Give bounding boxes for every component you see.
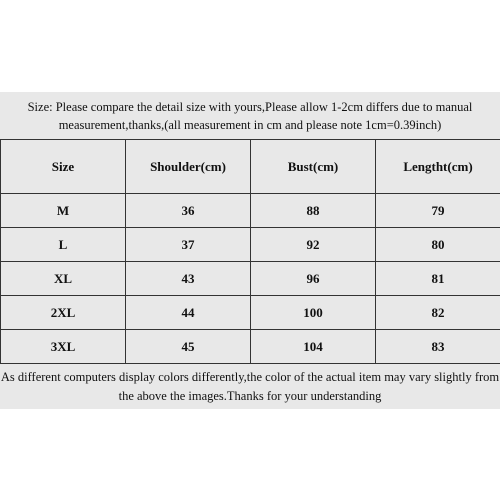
cell-shoulder: 45 (126, 330, 251, 364)
measurement-note: Size: Please compare the detail size with yours,Please allow 1-2cm differs due to manual measurement,thanks,(all measurement in cm and please note 1cm=0.39inch) (27, 100, 473, 132)
cell-shoulder: 43 (126, 262, 251, 296)
cell-bust: 100 (251, 296, 376, 330)
table-row (1, 228, 500, 262)
cell-shoulder: 37 (126, 228, 251, 262)
table-header-row (1, 140, 500, 194)
cell-shoulder: 36 (126, 194, 251, 228)
table-row (1, 262, 500, 296)
cell-shoulder: 44 (126, 296, 251, 330)
cell-size: XL (1, 262, 126, 296)
cell-length: 82 (376, 296, 500, 330)
cell-size: L (1, 228, 126, 262)
cell-length: 80 (376, 228, 500, 262)
column-header-size: Size (1, 140, 126, 194)
cell-bust: 92 (251, 228, 376, 262)
table-row (1, 194, 500, 228)
cell-size: 3XL (1, 330, 126, 364)
cell-length: 83 (376, 330, 500, 364)
color-disclaimer: As different computers display colors differently,the color of the actual item may vary slightly from the above the images.Thanks for your understanding (0, 370, 500, 403)
table-row (1, 330, 500, 364)
column-header-shoulder: Shoulder(cm) (126, 140, 251, 194)
cell-bust: 104 (251, 330, 376, 364)
cell-length: 81 (376, 262, 500, 296)
cell-size: 2XL (1, 296, 126, 330)
cell-length: 79 (376, 194, 500, 228)
size-table (0, 139, 500, 364)
cell-size: M (1, 194, 126, 228)
column-header-bust: Bust(cm) (251, 140, 376, 194)
cell-bust: 88 (251, 194, 376, 228)
column-header-length: Lengtht(cm) (376, 140, 500, 194)
cell-bust: 96 (251, 262, 376, 296)
table-row (1, 296, 500, 330)
